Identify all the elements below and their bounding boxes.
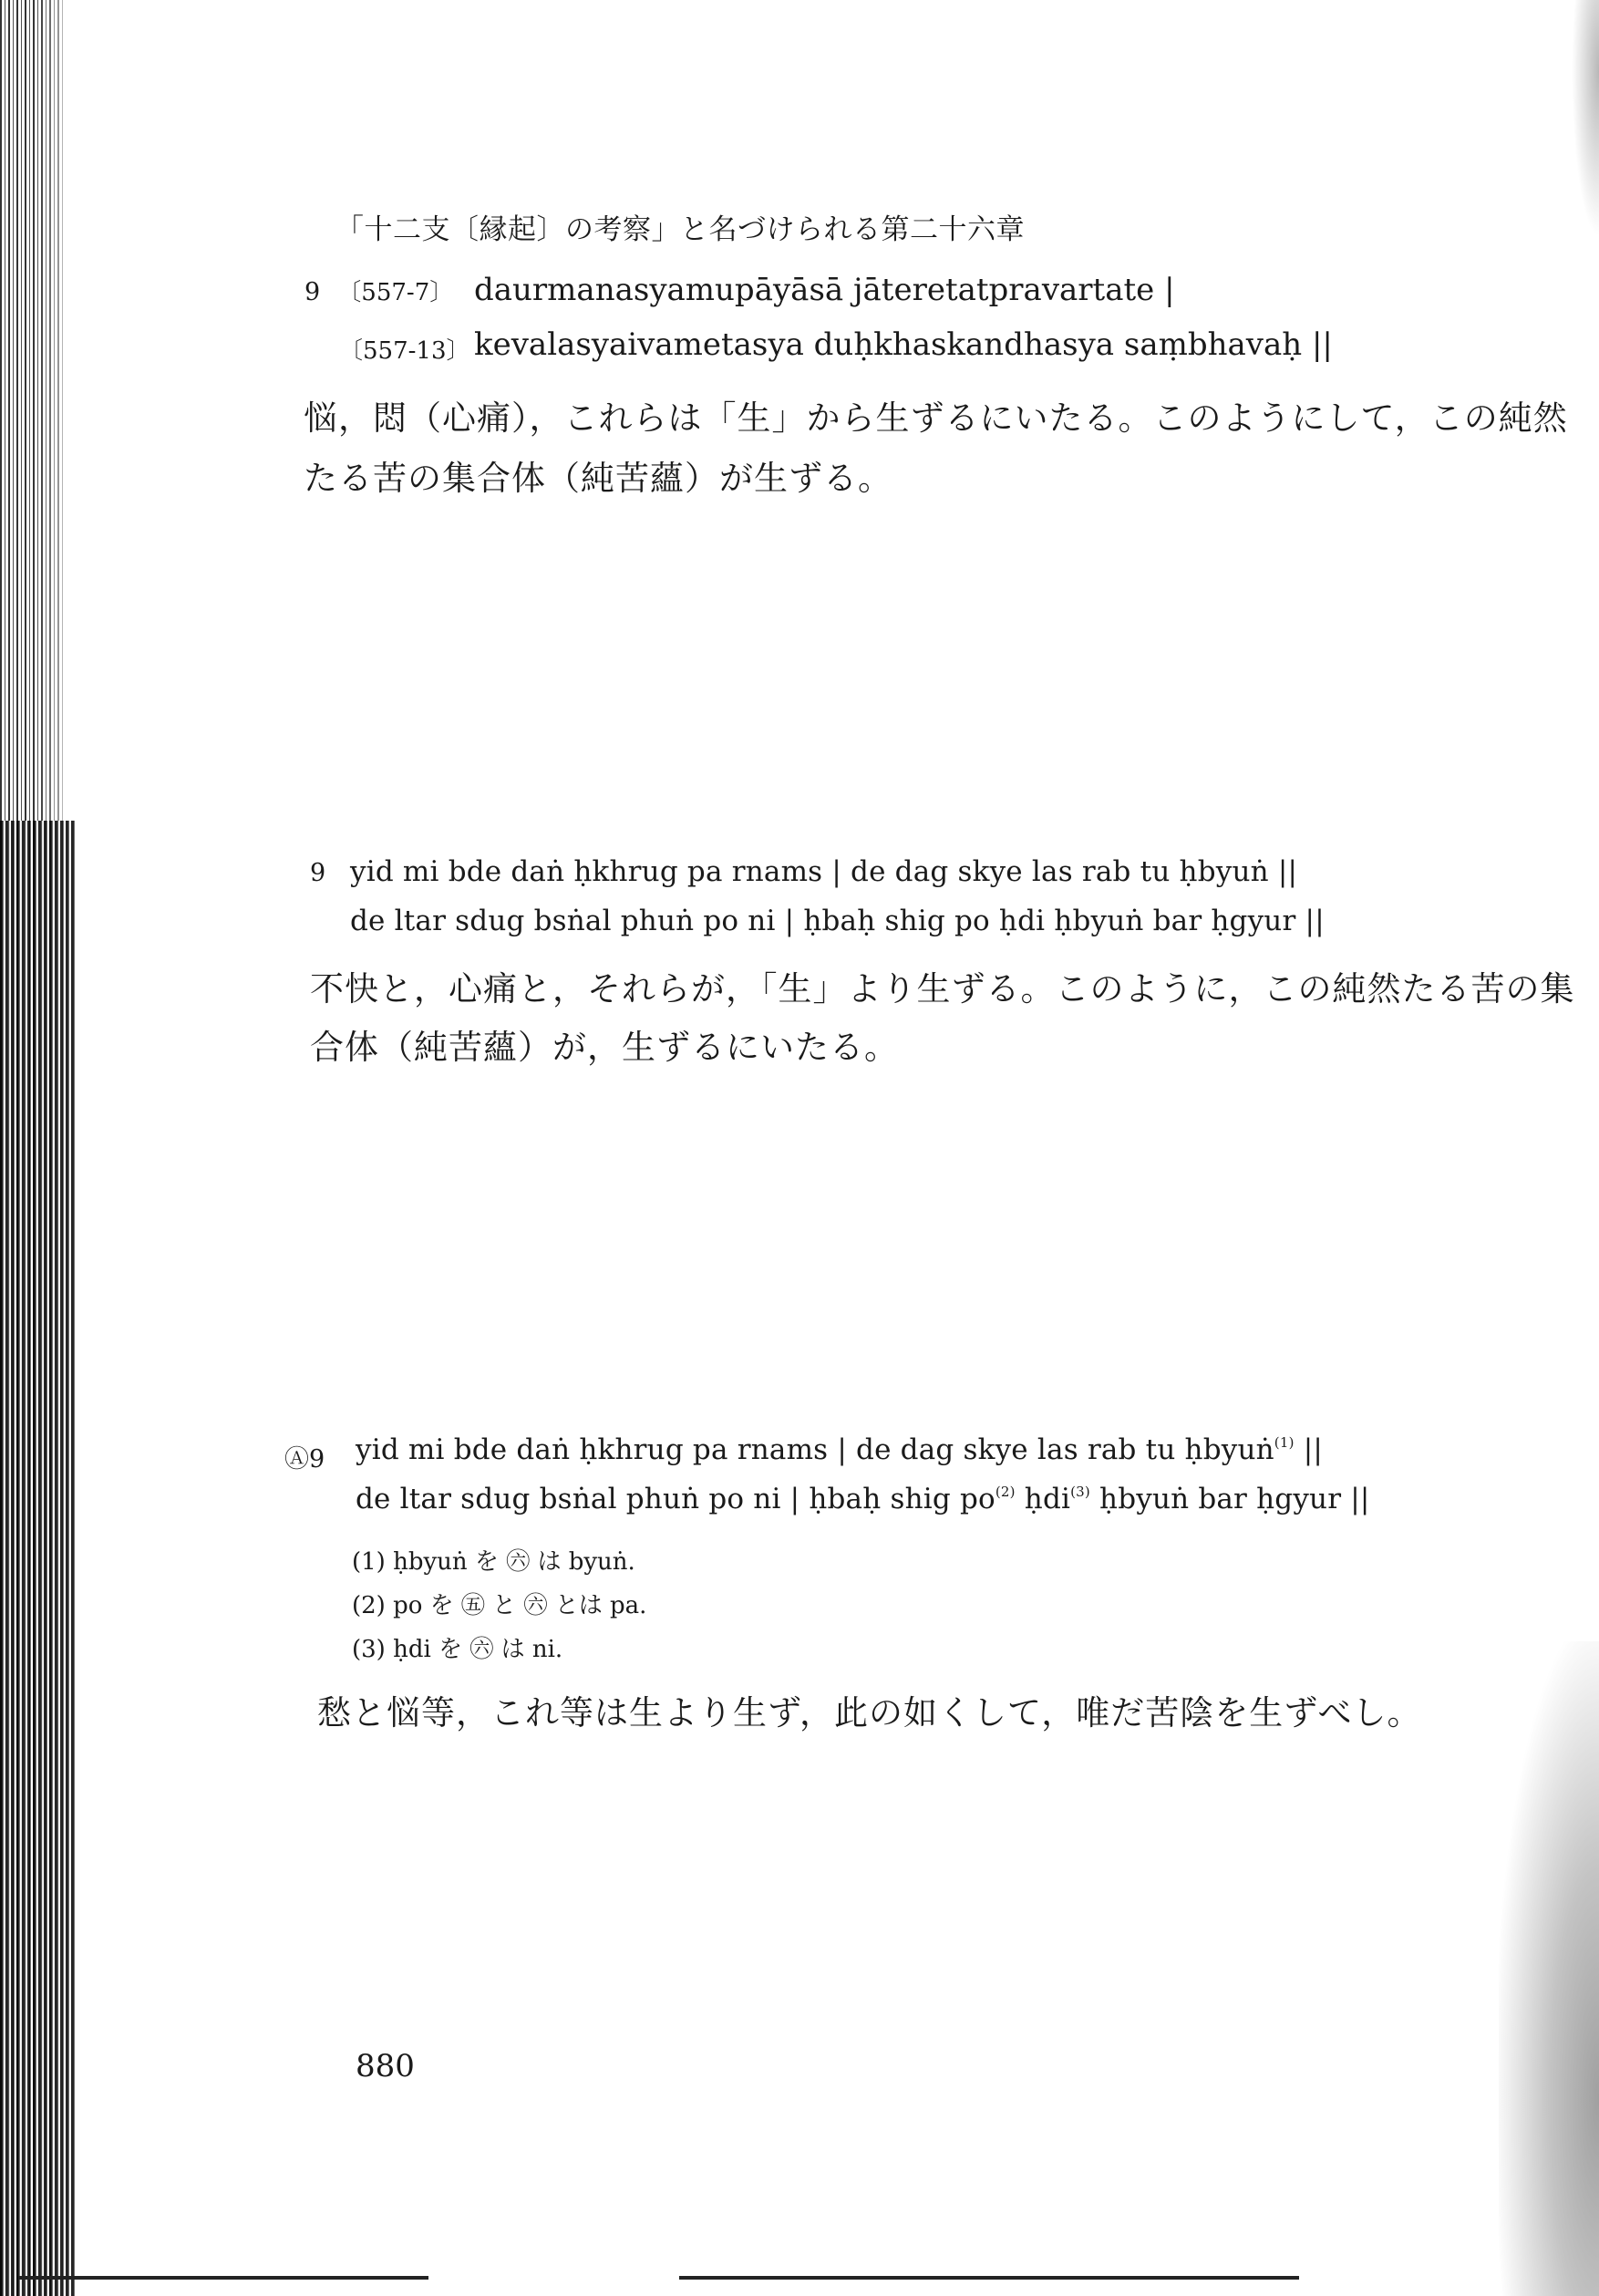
footnote: (3) ḥdi を ㊅ は ni. [352, 1636, 563, 1663]
footnote-marker: (3) [1070, 1484, 1090, 1500]
tibetan-translation-line-2: 合体（純苦蘊）が，生ずるにいたる。 [310, 1028, 899, 1067]
commentary-translation: 愁と悩等，これ等は生より生ず，此の如くして，唯だ苦陰を生ずべし。 [317, 1693, 1422, 1732]
footnote-marker: (1) [1274, 1434, 1295, 1451]
footnote: (1) ḥbyuṅ を ㊅ は byuṅ. [352, 1548, 635, 1576]
scan-edge-right [1499, 1641, 1599, 2296]
tibetan-translation-line-1: 不快と，心痛と，それらが，「生」より生ずる。このように，この純然たる苦の集 [310, 969, 1575, 1008]
scan-edge-left-dark [0, 821, 75, 2296]
line-reference: 〔557-7〕 [337, 279, 454, 306]
footnote-marker: (2) [995, 1484, 1016, 1500]
sanskrit-line-1 [304, 274, 453, 307]
scan-bottom-rule-right [679, 2276, 1299, 2280]
page-number: 880 [356, 2048, 415, 2084]
scan-bottom-rule-left [18, 2276, 428, 2280]
sanskrit-line-1-text: daurmanasyamupāyāsā jāteretatpravartate | [474, 272, 1175, 308]
tibetan-line-1: yid mi bde daṅ ḥkhrug pa rnams | de dag skye las rab tu ḥbyuṅ || [350, 855, 1298, 888]
tibetan-line-2: de ltar sdug bsṅal phuṅ po ni | ḥbaḥ shig po ḥdi ḥbyuṅ bar ḥgyur || [350, 905, 1325, 937]
sanskrit-translation-line-2: たる苦の集合体（純苦蘊）が生ずる。 [304, 459, 892, 498]
sanskrit-translation-line-1: 悩，悶（心痛），これらは「生」から生ずるにいたる。このようにして，この純然 [304, 398, 1568, 438]
commentary-line-2: de ltar sdug bsṅal phuṅ po ni | ḥbaḥ shig $po^{(2)}$ ḥdi$^{(3)}$ ḥbyuṅ bar ḥgyur || [356, 1483, 1370, 1515]
verse-number: 9 [310, 859, 326, 887]
verse-number: 9 [304, 278, 321, 306]
line-reference: 〔557-13〕 [339, 337, 470, 365]
verse-number: Ⓐ9 [284, 1445, 325, 1474]
commentary-line-1: yid mi bde daṅ ḥkhrug pa rnams | de dag skye las rab tu ḥbyuṅ$^{(1)}$ || [356, 1433, 1323, 1466]
chapter-header: 「十二支〔縁起〕の考察」と名づけられる第二十六章 [335, 213, 1025, 246]
footnote: (2) po を ㊄ と ㊅ とは pa. [352, 1592, 647, 1619]
sanskrit-line-2-text: kevalasyaivametasya duḥkhaskandhasya saṃbhavaḥ || [474, 326, 1333, 363]
scan-edge-right-top [1572, 0, 1599, 237]
